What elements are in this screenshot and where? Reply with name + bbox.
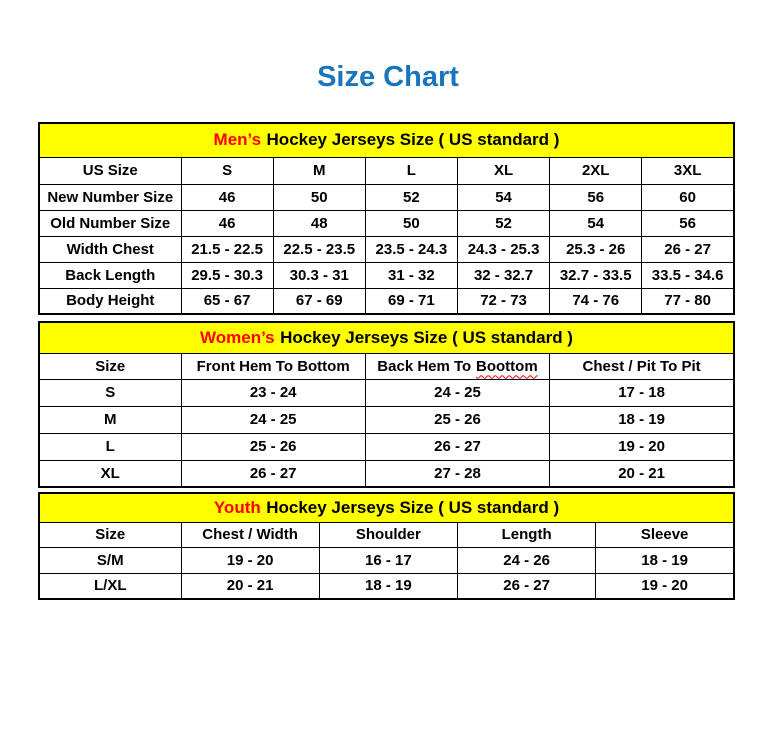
womens-section-title-text: Hockey Jerseys Size ( US standard ) bbox=[280, 327, 573, 347]
size-value-cell: 27 - 28 bbox=[365, 460, 549, 487]
row-label: Body Height bbox=[39, 288, 181, 314]
mens-section-highlight: Men’s bbox=[213, 130, 262, 150]
womens-section-band-row bbox=[39, 322, 734, 353]
size-value-cell: 56 bbox=[642, 210, 734, 236]
men-col-header: S bbox=[181, 157, 273, 184]
size-value-cell: 25 - 26 bbox=[181, 433, 365, 460]
mens-section-band-row bbox=[39, 123, 734, 157]
table-row bbox=[39, 288, 734, 314]
size-value-cell: 26 - 27 bbox=[181, 460, 365, 487]
size-value-cell: 25 - 26 bbox=[365, 406, 549, 433]
row-label: Width Chest bbox=[39, 236, 181, 262]
size-value-cell: 50 bbox=[273, 184, 365, 210]
size-value-cell: 30.3 - 31 bbox=[273, 262, 365, 288]
women-col-header: Size bbox=[39, 353, 181, 379]
youth-section-band-row bbox=[39, 493, 734, 522]
size-value-cell: 52 bbox=[457, 210, 549, 236]
table-row bbox=[39, 547, 734, 573]
women-col-header-text: Back Hem To bbox=[377, 357, 472, 375]
men-col-header: 2XL bbox=[550, 157, 642, 184]
youth-section-highlight: Youth bbox=[213, 497, 261, 517]
men-col-header: L bbox=[365, 157, 457, 184]
size-value-cell: 24 - 25 bbox=[365, 379, 549, 406]
size-value-cell: 23.5 - 24.3 bbox=[365, 236, 457, 262]
page-title: Size Chart bbox=[317, 61, 459, 93]
size-value-cell: 54 bbox=[550, 210, 642, 236]
table-row bbox=[39, 210, 734, 236]
size-value-cell: 48 bbox=[273, 210, 365, 236]
size-value-cell: 46 bbox=[181, 210, 273, 236]
size-value-cell: 31 - 32 bbox=[365, 262, 457, 288]
misspelled-word: Boottom bbox=[476, 357, 538, 375]
row-label: XL bbox=[39, 460, 181, 487]
size-value-cell: 65 - 67 bbox=[181, 288, 273, 314]
size-value-cell: 21.5 - 22.5 bbox=[181, 236, 273, 262]
row-label: Old Number Size bbox=[39, 210, 181, 236]
size-value-cell: 19 - 20 bbox=[550, 433, 734, 460]
size-value-cell: 19 - 20 bbox=[596, 573, 734, 599]
womens-size-table bbox=[38, 321, 735, 488]
row-label: S/M bbox=[39, 547, 181, 573]
table-row bbox=[39, 573, 734, 599]
size-value-cell: 24 - 25 bbox=[181, 406, 365, 433]
womens-section-highlight: Women’s bbox=[200, 327, 275, 347]
mens-section-header bbox=[39, 123, 734, 157]
youth-header-row bbox=[39, 522, 734, 547]
youth-col-header: Size bbox=[39, 522, 181, 547]
table-row bbox=[39, 379, 734, 406]
size-value-cell: 50 bbox=[365, 210, 457, 236]
row-label: L bbox=[39, 433, 181, 460]
row-label: New Number Size bbox=[39, 184, 181, 210]
size-value-cell: 54 bbox=[457, 184, 549, 210]
size-value-cell: 25.3 - 26 bbox=[550, 236, 642, 262]
size-value-cell: 32.7 - 33.5 bbox=[550, 262, 642, 288]
youth-section-header bbox=[39, 493, 734, 522]
men-col-header: 3XL bbox=[642, 157, 734, 184]
youth-section-title-text: Hockey Jerseys Size ( US standard ) bbox=[266, 497, 560, 517]
size-value-cell: 20 - 21 bbox=[550, 460, 734, 487]
table-row bbox=[39, 433, 734, 460]
size-value-cell: 52 bbox=[365, 184, 457, 210]
size-value-cell: 46 bbox=[181, 184, 273, 210]
row-label: Back Length bbox=[39, 262, 181, 288]
men-col-header: M bbox=[273, 157, 365, 184]
size-value-cell: 74 - 76 bbox=[550, 288, 642, 314]
size-value-cell: 26 - 27 bbox=[458, 573, 596, 599]
mens-header-row bbox=[39, 157, 734, 184]
size-value-cell: 60 bbox=[642, 184, 734, 210]
size-value-cell: 24 - 26 bbox=[458, 547, 596, 573]
women-col-header: Front Hem To Bottom bbox=[181, 353, 365, 379]
row-label: L/XL bbox=[39, 573, 181, 599]
size-value-cell: 22.5 - 23.5 bbox=[273, 236, 365, 262]
size-value-cell: 18 - 19 bbox=[596, 547, 734, 573]
size-value-cell: 29.5 - 30.3 bbox=[181, 262, 273, 288]
table-row bbox=[39, 460, 734, 487]
size-value-cell: 16 - 17 bbox=[319, 547, 457, 573]
size-value-cell: 20 - 21 bbox=[181, 573, 319, 599]
table-row bbox=[39, 262, 734, 288]
youth-size-table bbox=[38, 492, 735, 600]
size-chart-page bbox=[0, 60, 776, 752]
size-value-cell: 67 - 69 bbox=[273, 288, 365, 314]
women-col-header bbox=[365, 353, 549, 379]
youth-col-header: Chest / Width bbox=[181, 522, 319, 547]
size-value-cell: 24.3 - 25.3 bbox=[457, 236, 549, 262]
size-value-cell: 26 - 27 bbox=[365, 433, 549, 460]
size-value-cell: 56 bbox=[550, 184, 642, 210]
size-value-cell: 33.5 - 34.6 bbox=[642, 262, 734, 288]
mens-section-title-text: Hockey Jerseys Size ( US standard ) bbox=[266, 130, 560, 150]
row-label: M bbox=[39, 406, 181, 433]
size-value-cell: 23 - 24 bbox=[181, 379, 365, 406]
size-value-cell: 72 - 73 bbox=[457, 288, 549, 314]
size-value-cell: 19 - 20 bbox=[181, 547, 319, 573]
size-value-cell: 17 - 18 bbox=[550, 379, 734, 406]
table-row bbox=[39, 406, 734, 433]
womens-section-header bbox=[39, 322, 734, 353]
size-value-cell: 77 - 80 bbox=[642, 288, 734, 314]
mens-size-table bbox=[38, 122, 735, 315]
table-row bbox=[39, 236, 734, 262]
men-col-header: US Size bbox=[39, 157, 181, 184]
size-value-cell: 18 - 19 bbox=[550, 406, 734, 433]
size-value-cell: 26 - 27 bbox=[642, 236, 734, 262]
youth-col-header: Shoulder bbox=[319, 522, 457, 547]
womens-header-row bbox=[39, 353, 734, 379]
row-label: S bbox=[39, 379, 181, 406]
men-col-header: XL bbox=[457, 157, 549, 184]
youth-col-header: Length bbox=[458, 522, 596, 547]
youth-col-header: Sleeve bbox=[596, 522, 734, 547]
table-row bbox=[39, 184, 734, 210]
size-value-cell: 18 - 19 bbox=[319, 573, 457, 599]
size-value-cell: 32 - 32.7 bbox=[457, 262, 549, 288]
women-col-header: Chest / Pit To Pit bbox=[550, 353, 734, 379]
size-value-cell: 69 - 71 bbox=[365, 288, 457, 314]
